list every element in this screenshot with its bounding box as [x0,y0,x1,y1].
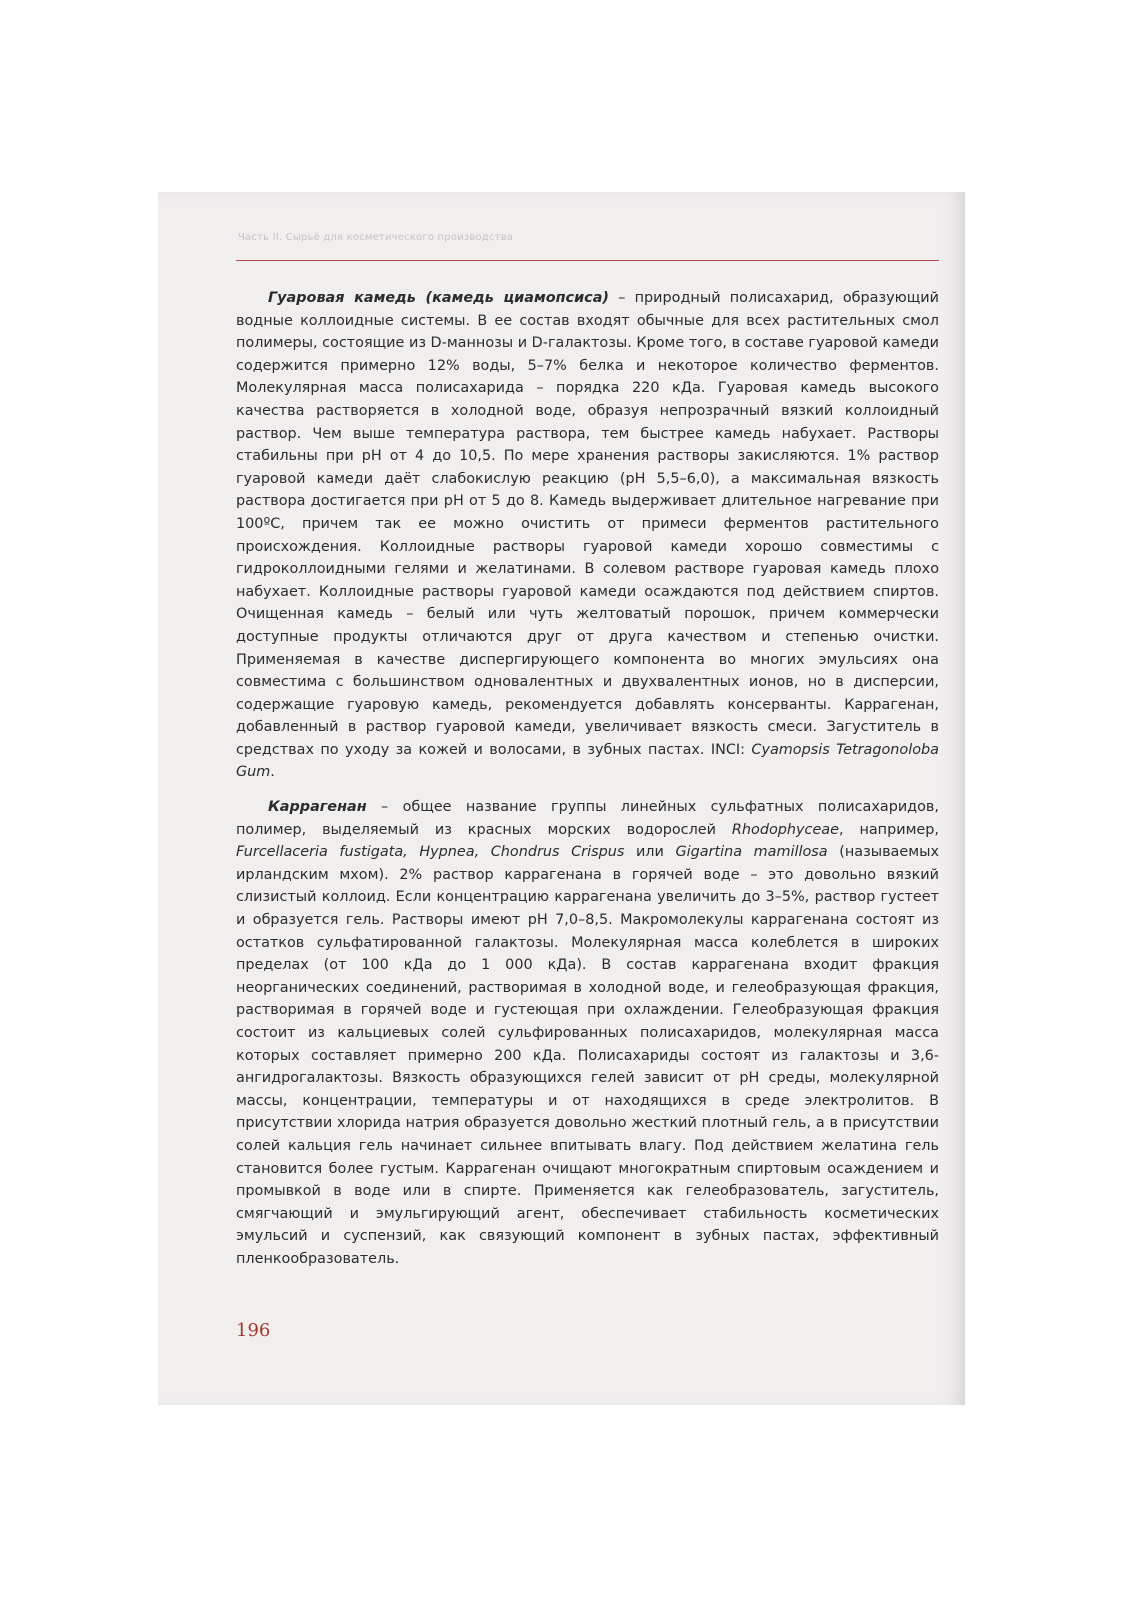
paragraph-guar-gum-end: . [270,764,275,781]
inci-name: Cyamopsis Tetragonoloba Gum [236,741,939,781]
paragraph-carrageenan-text-4: (называемых ирландским мхом). 2% раствор каррагенана в горячей воде – это довольно вязкий слизистый коллоид. Если концентрацию каррагенана увеличить до 3–5%, раствор густеет и образуется гель. Растворы имеют pH 7,0–8,5. Макромолекулы каррагенана состоят из остатков сульфатированной галактозы. Молекулярная масса колеблется в широких пределах (от 100 кДа до 1 000 кДа). В состав каррагенана входит фракция неорганических соединений, растворимая в холодной воде, и гелеобразующая фракция, растворимая в горячей воде и густеющая при охлаждении. Гелеобразующая фракция состоит из кальциевых солей сульфированных полисахаридов, молекулярная масса которых составляет примерно 200 кДа. Полисахариды состоят из галактозы и 3,6-ангидрогалактозы. Вязкость образующихся гелей зависит от pH среды, молекулярной массы, концентрации, температуры и от находящихся в среде электролитов. В присутствии хлорида натрия образуется довольно жесткий плотный гель, а в присутствии солей кальция гель начинает сильнее впитывать влагу. Под действием желатина гель становится более густым. Каррагенан очищают многократным спиртовым осаждением и промывкой в воде или в спирте. Применяется как гелеобразователь, загуститель, смягчающий и эмульгирующий агент, обеспечивает стабильность косметических эмульсий и суспензий, как связующий компонент в зубных пастах, эффективный пленкообразователь. [236,844,939,1267]
book-page [158,192,965,1405]
latin-name-gigartina: Gigartina mamillosa [675,844,828,861]
term-guar-gum: Гуаровая камедь (камедь циамопсиса) [268,290,609,306]
latin-names-algae: Furcellaceria fustigata, Hypnea, Chondrus Crispus [236,844,625,861]
paragraph-carrageenan-text-1: – общее название группы линейных сульфатных полисахаридов, полимер, выделяемый из красных морских водорослей [236,799,939,838]
header-rule [236,260,939,261]
body-text [236,287,939,1271]
latin-name-rhodophyceae: Rhodophyceae [731,821,839,838]
paragraph-carrageenan [236,796,939,1270]
term-carrageenan: Каррагенан [268,799,367,816]
paragraph-guar-gum [236,287,939,784]
running-head: Часть II. Сырьё для косметического производства [238,232,514,243]
paragraph-guar-gum-text: – природный полисахарид, образующий водные коллоидные системы. В ее состав входят обычные для всех растительных смол полимеры, состоящие из D-маннозы и D-галактозы. Кроме того, в составе гуаровой камеди содержится примерно 12% воды, 5–7% белка и некоторое количество ферментов. Молекулярная масса полисахарида – порядка 220 кДа. Гуаровая камедь высокого качества растворяется в холодной воде, образуя непрозрачный вязкий коллоидный раствор. Чем выше температура раствора, тем быстрее камедь набухает. Растворы стабильны при pH от 4 до 10,5. По мере хранения растворы закисляются. 1% раствор гуаровой камеди даёт слабокислую реакцию (pH 5,5–6,0), а максимальная вязкость раствора достигается при pH от 5 до 8. Камедь выдерживает длительное нагревание при 100ºС, причем так ее можно очистить от примеси ферментов растительного происхождения. Коллоидные растворы гуаровой камеди хорошо совместимы с гидроколлоидными гелями и желатинами. В солевом растворе гуаровая камедь плохо набухает. Коллоидные растворы гуаровой камеди осаждаются под действием спиртов. Очищенная камедь – белый или чуть желтоватый порошок, причем коммерчески доступные продукты отличаются друг от друга качеством и степенью очистки. Применяемая в качестве диспергирующего компонента во многих эмульсиях она совместима с большинством одновалентных и двухвалентных ионов, но в дисперсии, содержащие гуаровую камедь, рекомендуется добавлять консерванты. Каррагенан, добавленный в раствор гуаровой камеди, увеличивает вязкость смеси. Загуститель в средствах по уходу за кожей и волосами, в зубных пастах. INCI: [236,290,940,758]
paragraph-carrageenan-text-3: или [624,844,676,861]
page-number: 196 [236,1320,271,1341]
paragraph-carrageenan-text-2: , например, [838,821,939,838]
